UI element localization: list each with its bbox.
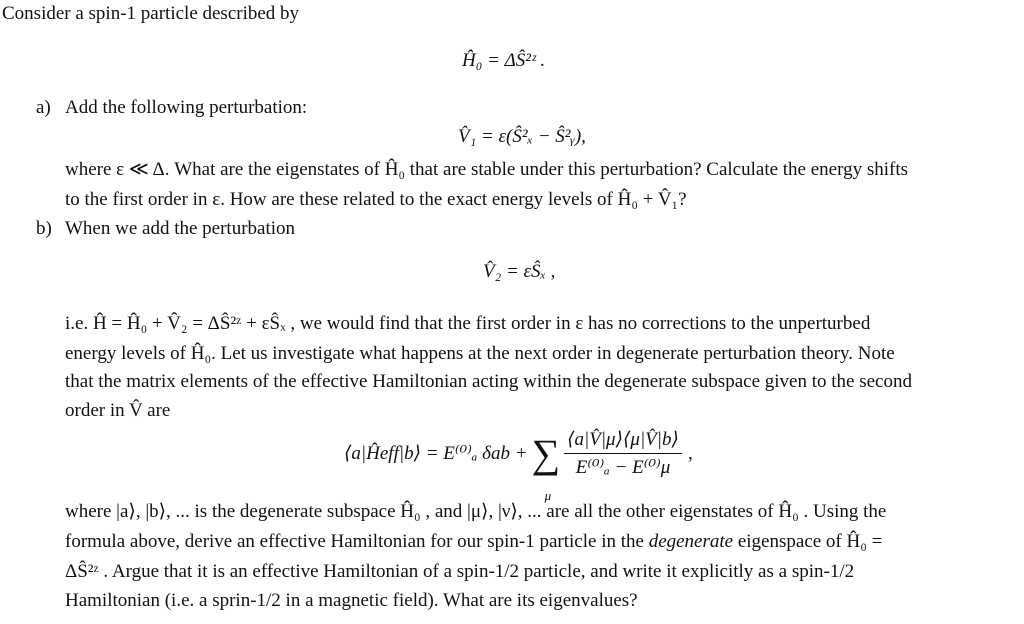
equation-comma: , xyxy=(687,442,693,464)
equation-heff-left: ⟨a|Ĥeff|b⟩ = E⁽⁰⁾ₐ δab + xyxy=(344,443,528,464)
part-b-line-5: order in V̂ are xyxy=(65,400,171,421)
part-b-line-8: ΔŜ²ᶻ . Argue that it is an effective Hamiltonian of a spin-1/2 particle, and write it explicitly as a spin-1/2 xyxy=(65,561,855,582)
equation-v1: V̂₁ = ε(Ŝ²ₓ − Ŝ²ᵧ), xyxy=(458,126,586,147)
part-b-line-4: that the matrix elements of the effective Hamiltonian acting within the degenerate subspace given to the second xyxy=(65,371,912,392)
fraction-denominator: E⁽⁰⁾ₐ − E⁽⁰⁾μ xyxy=(575,457,671,478)
part-a-label: a) xyxy=(36,97,51,118)
equation-fraction xyxy=(564,428,682,479)
equation-heff xyxy=(344,428,693,503)
part-b-label: b) xyxy=(36,218,52,239)
sum-symbol: ∑ μ xyxy=(532,434,561,474)
degenerate-emphasis: degenerate xyxy=(648,531,734,552)
part-a-text: Add the following perturbation: xyxy=(65,97,308,118)
part-a-line-2: where ε ≪ Δ. What are the eigenstates of Ĥ₀ that are stable under this perturbation? Calculate the energy shifts xyxy=(65,159,909,180)
part-b-text: When we add the perturbation xyxy=(65,218,296,239)
intro-text: Consider a spin-1 particle described by xyxy=(2,3,300,24)
part-b-line-9: Hamiltonian (i.e. a sprin-1/2 in a magnetic field). What are its eigenvalues? xyxy=(65,590,638,611)
equation-h0: Ĥ₀ = ΔŜ²ᶻ . xyxy=(462,50,546,71)
part-b-line-3: energy levels of Ĥ₀. Let us investigate what happens at the next order in degenerate perturbation theory. Note xyxy=(65,343,895,364)
fraction-numerator: ⟨a|V̂|μ⟩⟨μ|V̂|b⟩ xyxy=(564,428,682,454)
equation-v2: V̂₂ = εŜₓ , xyxy=(483,261,556,282)
part-b-line-7: formula above, derive an effective Hamiltonian for our spin-1 particle in the degenerate eigenspace of Ĥ₀ = xyxy=(65,531,883,552)
part-b-line-2: i.e. Ĥ = Ĥ₀ + V̂₂ = ΔŜ²ᶻ + εŜₓ , we would find that the first order in ε has no corrections to the unperturbed xyxy=(65,313,871,334)
part-b-line-6: where |a⟩, |b⟩, ... is the degenerate subspace Ĥ₀ , and |μ⟩, |ν⟩, ... are all the other eigenstates of Ĥ₀ . Using the xyxy=(65,501,887,522)
part-a-line-3: to the first order in ε. How are these related to the exact energy levels of Ĥ₀ + V̂₁? xyxy=(65,189,687,210)
sum-index: μ xyxy=(544,487,552,503)
